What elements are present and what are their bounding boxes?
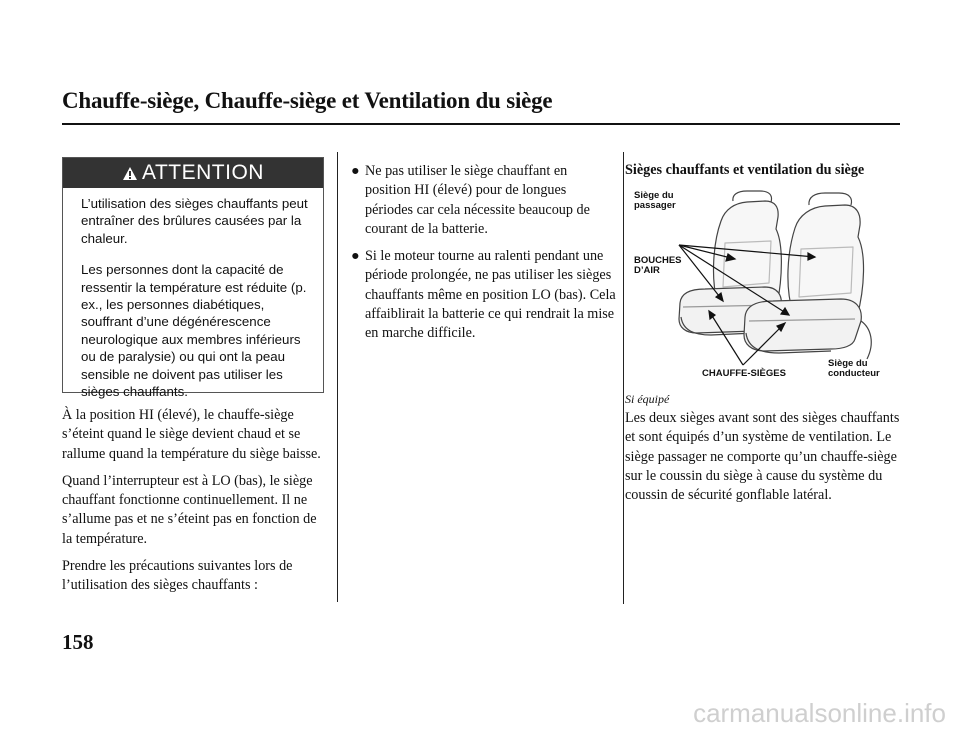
middle-column-text xyxy=(351,162,616,352)
right-column-text xyxy=(625,409,905,513)
warning-body xyxy=(63,188,323,400)
column-divider-right xyxy=(623,152,624,604)
seats-drawing xyxy=(625,183,900,383)
column-divider-left xyxy=(337,152,338,602)
body-paragraph: Prendre les précautions suivantes lors de l’utilisation des sièges chauffants : xyxy=(62,558,293,594)
body-paragraph: À la position HI (élevé), le chauffe-siège s’éteint quand le siège devient chaud et se rallume quand la température du siège baisse. xyxy=(62,407,321,462)
body-paragraph: Les deux sièges avant sont des sièges chauffants et sont équipés d’un système de ventilation. Le siège passager ne comporte qu’un chauffe-siège sur le coussin du siège à cause du système du coussin de sécurité gonflable latéral. xyxy=(625,410,900,504)
bullet-icon: ● xyxy=(351,163,360,179)
precaution-list xyxy=(351,162,616,344)
warning-header xyxy=(63,158,323,188)
section-heading: Sièges chauffants et ventilation du siège xyxy=(625,162,865,178)
warning-paragraph: Les personnes dont la capacité de ressentir la température est réduite (p. ex., les personnes diabétiques, souffrant d’une dégénérescence neurologique aux membres inférieurs ou de paralysie) ou qui ont la peau sensible ne doivent pas utiliser les sièges chauffants. xyxy=(81,262,307,400)
page-number: 158 xyxy=(62,630,94,654)
list-item: ● Ne pas utiliser le siège chauffant en position HI (élevé) pour de longues périodes car cela nécessite beaucoup de courant de la batterie. xyxy=(351,163,590,237)
figure-label-passenger-seat: Siège du passager xyxy=(634,190,676,211)
watermark: carmanualsonline.info xyxy=(693,698,946,728)
warning-box xyxy=(62,157,324,400)
figure-label-seat-heaters: CHAUFFE-SIÈGES xyxy=(702,368,786,379)
warning-label: ATTENTION xyxy=(142,161,264,184)
body-paragraph: Quand l’interrupteur est à LO (bas), le siège chauffant fonctionne continuellement. Il ne s’allume pas et ne s’éteint pas en fonction de la température. xyxy=(62,472,317,547)
warning-triangle-icon xyxy=(122,166,138,181)
warning-paragraph: L’utilisation des sièges chauffants peut entraîner des brûlures causées par la chaleur. xyxy=(81,196,308,246)
title-divider xyxy=(62,123,900,125)
bullet-icon: ● xyxy=(351,248,360,265)
left-column-text xyxy=(62,406,327,604)
figure-label-air-vents: BOUCHES D’AIR xyxy=(634,255,682,276)
seat-illustration xyxy=(625,183,900,383)
equipped-note: Si équipé xyxy=(625,392,670,406)
list-item: ● Si le moteur tourne au ralenti pendant une période prolongée, ne pas utiliser les sièges chauffants même en position LO (bas). Cela affaiblirait la batterie ce qui rendrait la mise en marche difficile. xyxy=(351,248,616,342)
page-title: Chauffe-siège, Chauffe-siège et Ventilation du siège xyxy=(62,88,553,113)
figure-label-driver-seat: Siège du conducteur xyxy=(828,358,880,379)
